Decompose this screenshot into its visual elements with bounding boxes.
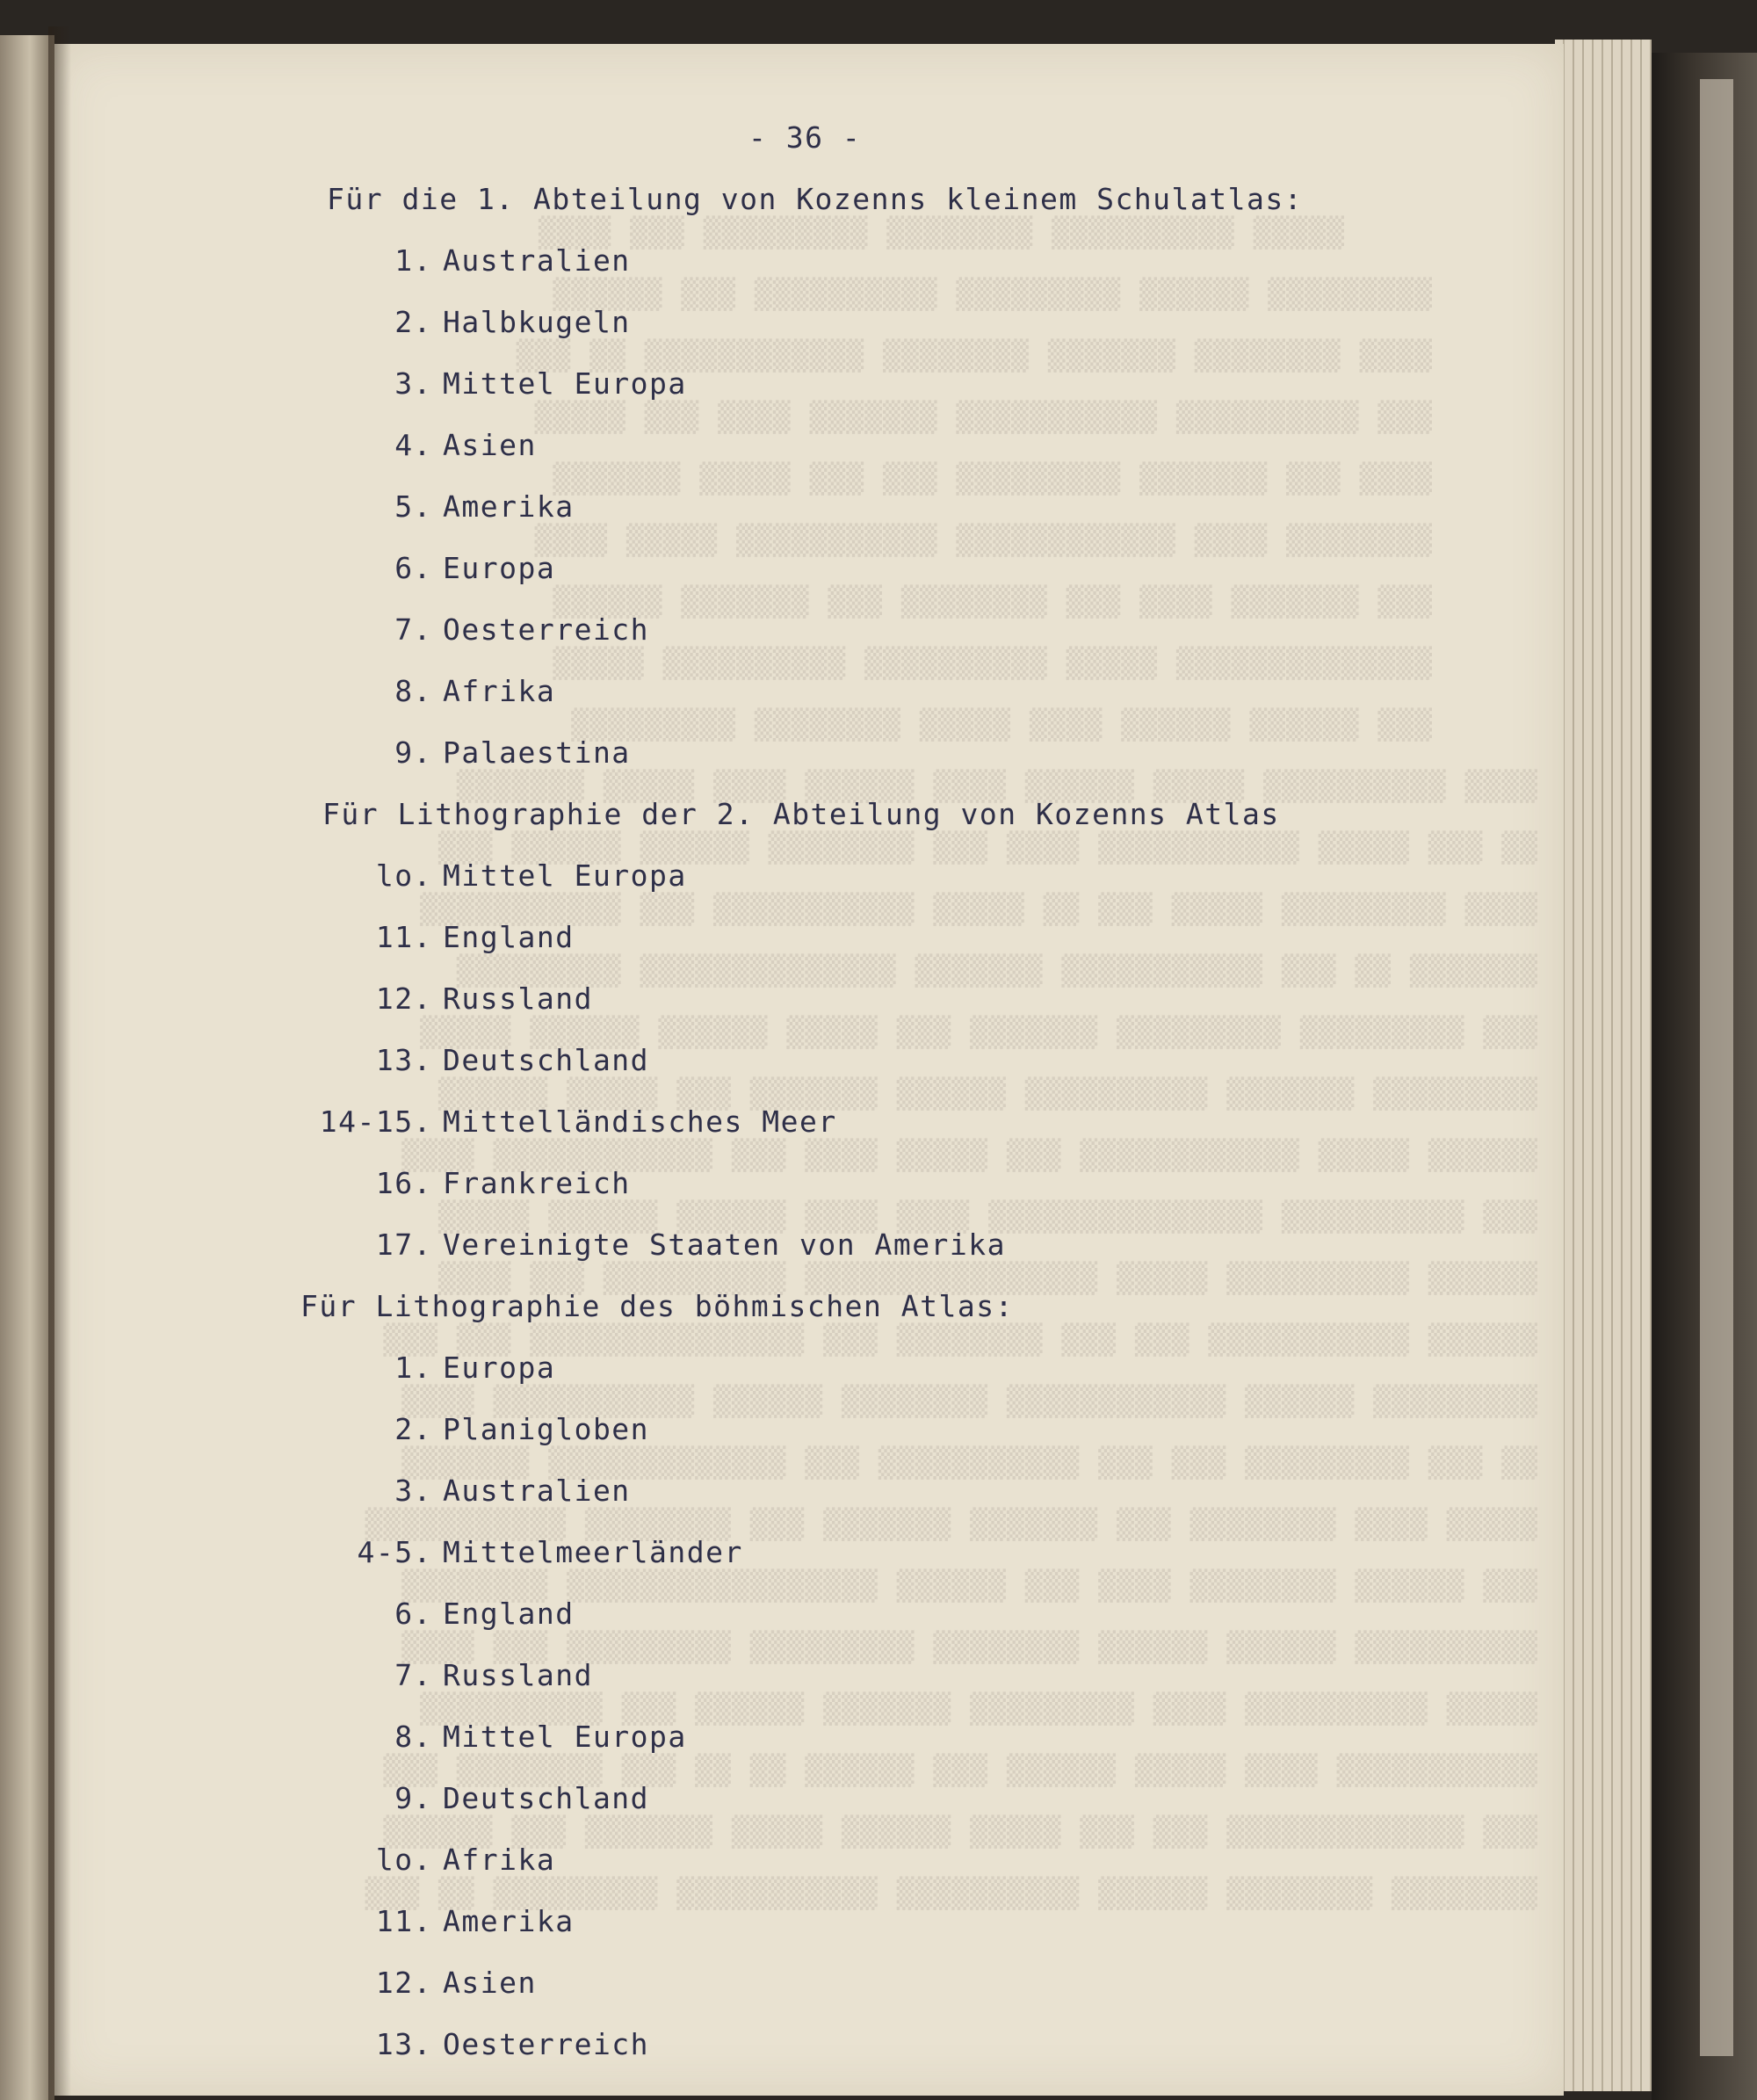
item-text: Frankreich [443, 1166, 631, 1200]
item-text: Mittel Europa [443, 366, 687, 401]
item-text: Amerika [443, 1904, 575, 1938]
item-number: 16. [375, 1166, 432, 1200]
item-number: 17. [375, 1227, 432, 1262]
item-text: Oesterreich [443, 2027, 650, 2061]
item-number: 12. [375, 981, 432, 1016]
spine-shadow [48, 26, 71, 2100]
page-number: - 36 - [748, 120, 862, 155]
item-text: England [443, 1597, 575, 1631]
item-text: Planigloben [443, 1412, 650, 1446]
item-number: 2. [394, 305, 432, 339]
item-text: Afrika [443, 674, 556, 708]
item-text: Europa [443, 551, 556, 585]
item-number: 1. [394, 1351, 432, 1385]
item-number: 5. [394, 489, 432, 524]
item-number: 3. [394, 1474, 432, 1508]
typewritten-text [54, 44, 1564, 2096]
item-number: 9. [394, 735, 432, 770]
item-number: 7. [394, 1658, 432, 1692]
item-number: 9. [394, 1781, 432, 1815]
item-number: 4-5. [357, 1535, 432, 1569]
item-text: Russland [443, 981, 593, 1016]
item-text: Amerika [443, 489, 575, 524]
item-text: Palaestina [443, 735, 631, 770]
item-text: Oesterreich [443, 612, 650, 647]
item-text: Deutschland [443, 1043, 650, 1077]
section-heading: Für Lithographie der 2. Abteilung von Kozenns Atlas [322, 797, 1280, 831]
item-number: 11. [375, 920, 432, 954]
item-number: 14-15. [319, 1104, 432, 1139]
item-number: 13. [375, 2027, 432, 2061]
item-number: 6. [394, 1597, 432, 1631]
item-number: 3. [394, 366, 432, 401]
item-text: Halbkugeln [443, 305, 631, 339]
item-number: 12. [375, 1966, 432, 2000]
section-heading: Für die 1. Abteilung von Kozenns kleinem Schulatlas: [327, 182, 1304, 216]
item-number: 1. [394, 243, 432, 278]
cover-paper-strip [1700, 79, 1733, 2056]
item-text: Asien [443, 1966, 537, 2000]
item-number: lo. [375, 858, 432, 893]
section-heading: Für Lithographie des böhmischen Atlas: [300, 1289, 1014, 1323]
item-text: Russland [443, 1658, 593, 1692]
item-text: England [443, 920, 575, 954]
item-number: 2. [394, 1412, 432, 1446]
item-number: 8. [394, 674, 432, 708]
bleed-through-texture: ▒▒▒▒▒ ▒▒▒▒▒▒▒▒▒▒ ▒▒▒▒▒▒▒▒ ▒▒▒▒▒▒▒▒▒ ▒▒▒ ▒▒▒▒ ▒▒▒▒▒▒▒▒▒ ▒▒▒▒▒▒ ▒▒▒▒▒▒▒▒▒ ▒▒▒▒▒▒▒▒▒▒ ▒▒▒ ▒▒▒▒▒▒ ▒▒▒▒ ▒▒▒▒▒▒▒▒ ▒▒▒▒▒▒▒ ▒▒▒▒▒▒▒▒ ▒▒▒▒▒▒▒▒▒▒▒▒ ▒▒ ▒▒▒ ▒▒▒ ▒▒▒▒▒▒▒▒▒▒ ▒▒▒▒▒▒▒▒▒▒▒ ▒▒▒▒▒▒▒ ▒▒▒▒ ▒▒▒ ▒▒▒▒▒ ▒▒▒▒ ▒▒▒ ▒▒▒▒▒▒▒ ▒▒▒▒▒▒▒▒▒ ▒▒▒ ▒▒▒ ▒▒▒▒▒ ▒▒▒▒▒▒▒ ▒▒▒▒▒▒▒▒ ▒▒▒▒ ▒▒▒▒▒▒▒▒▒▒▒▒ ▒▒▒▒▒▒▒▒▒▒▒ ▒▒▒▒▒ ▒▒▒▒ ▒▒▒ ▒▒▒▒▒▒▒ ▒▒▒▒ ▒▒▒ ▒▒▒▒▒▒▒▒ ▒▒▒ ▒▒▒▒▒▒▒ ▒▒▒▒▒▒ ▒▒▒▒▒▒▒▒▒▒▒▒▒▒ ▒▒▒▒▒ ▒▒▒▒▒▒▒▒▒▒ ▒▒▒▒▒▒▒▒▒▒ ▒▒▒▒▒ ▒▒▒ ▒▒▒▒▒▒ ▒▒▒▒▒▒ ▒▒▒▒ ▒▒▒▒▒ ▒▒▒▒▒▒▒▒ ▒▒▒▒▒▒▒▒▒ ▒▒▒▒ ▒▒▒▒▒▒▒▒▒▒ ▒▒▒▒▒ ▒▒▒▒▒▒ ▒▒▒▒ ▒▒▒▒▒▒ ▒▒▒▒ ▒▒▒▒▒ ▒▒▒▒▒▒▒ ▒▒ ▒▒▒ ▒▒▒▒▒ ▒▒▒▒▒▒▒▒▒▒▒ ▒▒▒▒ ▒▒▒ ▒▒▒▒▒▒▒▒ ▒▒▒▒▒▒ ▒▒▒▒▒▒ ▒▒▒ ▒▒▒▒ ▒▒▒▒▒▒▒▒▒ ▒▒▒▒▒ ▒▒▒ ▒▒ ▒▒▒▒▒ ▒▒▒▒▒▒▒▒▒▒▒ ▒▒▒ ▒▒▒▒▒▒▒▒▒▒▒ ▒▒▒▒▒▒▒ ▒▒ ▒▒▒ ▒▒▒▒▒▒▒▒▒▒▒ ▒▒▒▒▒▒▒ ▒▒▒▒▒▒▒▒▒▒▒▒▒▒ ▒▒▒▒▒▒▒▒▒ ▒▒▒ ▒▒▒▒▒▒▒▒▒ ▒▒▒▒▒▒▒▒▒ ▒▒▒▒▒▒▒ ▒▒▒ ▒▒▒▒▒ ▒▒▒▒▒▒ ▒▒▒▒▒▒ ▒▒▒▒▒ ▒▒▒▒▒▒▒▒▒ ▒▒▒▒▒▒▒ ▒▒▒▒▒▒▒▒▒▒ ▒▒▒▒▒▒ ▒▒▒▒▒▒▒ ▒▒▒ ▒▒▒▒▒ ▒▒▒▒▒▒ ▒▒▒▒▒▒ ▒▒▒▒▒ ▒▒▒▒▒▒▒▒▒▒▒▒ ▒▒▒ ▒▒▒▒▒ ▒▒▒▒ ▒▒▒ ▒▒▒▒▒▒▒▒▒▒▒▒ ▒▒▒▒ ▒▒▒ ▒▒▒▒▒▒▒▒▒▒ ▒▒▒▒▒▒▒▒▒▒▒▒▒▒▒ ▒▒▒▒ ▒▒▒▒ ▒▒▒▒▒▒ ▒▒▒▒▒▒ ▒▒▒▒▒ ▒▒▒▒▒▒ ▒▒▒▒▒▒▒▒▒▒ ▒▒▒▒▒ ▒▒▒▒▒▒▒▒▒▒▒▒▒▒▒▒ ▒▒▒▒▒▒▒▒▒▒ ▒▒▒ ▒▒▒▒ ▒▒▒▒▒▒ ▒▒▒▒▒▒▒▒▒▒▒ ▒▒▒ ▒▒▒ ▒▒▒▒▒▒▒▒ ▒▒▒ ▒▒▒▒▒▒▒▒▒▒▒▒▒▒▒ ▒▒▒ ▒▒▒ ▒▒▒▒▒▒▒▒▒ ▒▒▒▒▒▒ ▒▒▒▒▒▒▒▒▒▒▒▒ ▒▒▒▒▒▒▒▒ ▒▒▒▒▒▒ ▒▒▒▒▒▒▒▒▒▒▒ ▒▒▒▒ ▒▒ ▒▒▒ ▒▒▒▒▒▒▒▒▒ ▒▒▒ ▒▒▒ ▒▒▒▒▒▒▒▒▒▒▒ ▒▒▒ ▒▒▒▒▒▒▒▒▒▒▒▒▒ ▒▒▒▒▒▒▒ ▒▒▒▒▒ ▒▒▒▒ ▒▒▒▒▒▒▒▒ ▒▒▒ ▒▒▒▒▒▒▒ ▒▒▒▒▒▒▒ ▒▒▒ ▒▒▒▒▒▒▒▒ ▒▒▒▒▒▒▒▒▒▒▒ ▒▒▒ ▒▒▒▒▒▒ ▒▒▒▒▒▒▒▒ ▒▒▒▒ ▒▒▒ ▒▒▒▒▒▒ ▒▒▒▒▒▒▒▒▒▒▒▒▒▒▒▒▒ ▒▒▒▒▒▒▒▒ ▒▒▒▒▒▒▒▒▒▒ ▒▒▒▒▒▒ ▒▒▒▒▒▒ ▒▒▒▒▒▒▒▒ ▒▒▒▒▒▒▒▒▒ ▒▒▒▒▒▒▒▒▒ ▒▒▒ ▒▒▒▒ ▒▒▒▒▒ ▒▒▒▒▒▒▒▒▒▒ ▒▒▒▒ ▒▒▒▒▒▒▒▒▒ ▒▒▒▒▒▒▒ ▒▒▒▒▒▒ ▒▒▒ ▒▒▒▒▒▒▒▒▒▒ ▒▒▒▒▒▒▒▒▒▒▒ ▒▒▒▒ ▒▒▒▒▒ ▒▒▒▒▒▒ ▒▒▒ ▒▒▒▒▒▒ ▒▒ ▒▒ ▒▒▒ ▒▒▒▒▒▒▒▒ ▒▒▒ ▒▒▒ ▒▒▒▒▒▒▒▒▒▒▒▒▒ ▒▒▒ ▒▒▒ ▒▒▒▒▒ ▒▒▒▒▒▒ ▒▒▒▒▒ ▒▒▒▒▒▒▒ ▒▒▒ ▒▒▒▒▒▒ ▒▒▒▒▒▒▒▒ ▒▒▒▒▒▒▒▒ ▒▒▒▒▒▒ ▒▒▒▒▒▒▒▒▒▒ ▒▒▒▒▒▒▒▒▒▒▒ ▒▒▒▒▒▒▒▒▒ ▒▒ ▒▒▒ [364, 215, 1537, 1910]
item-number: 11. [375, 1904, 432, 1938]
item-text: Vereinigte Staaten von Amerika [443, 1227, 1007, 1262]
item-text: Afrika [443, 1843, 556, 1877]
item-text: Mittelländisches Meer [443, 1104, 837, 1139]
item-text: Australien [443, 1474, 631, 1508]
item-text: Deutschland [443, 1781, 650, 1815]
page-stack-edge [1555, 40, 1652, 2091]
left-page-edge [0, 35, 54, 2100]
item-text: Mittel Europa [443, 858, 687, 893]
document-page [54, 44, 1564, 2096]
item-text: Asien [443, 428, 537, 462]
item-text: Mittelmeerländer [443, 1535, 743, 1569]
item-text: Europa [443, 1351, 556, 1385]
item-text: Australien [443, 243, 631, 278]
item-number: 8. [394, 1720, 432, 1754]
item-number: 4. [394, 428, 432, 462]
item-text: Mittel Europa [443, 1720, 687, 1754]
item-number: 7. [394, 612, 432, 647]
item-number: 6. [394, 551, 432, 585]
item-number: 13. [375, 1043, 432, 1077]
item-number: lo. [375, 1843, 432, 1877]
